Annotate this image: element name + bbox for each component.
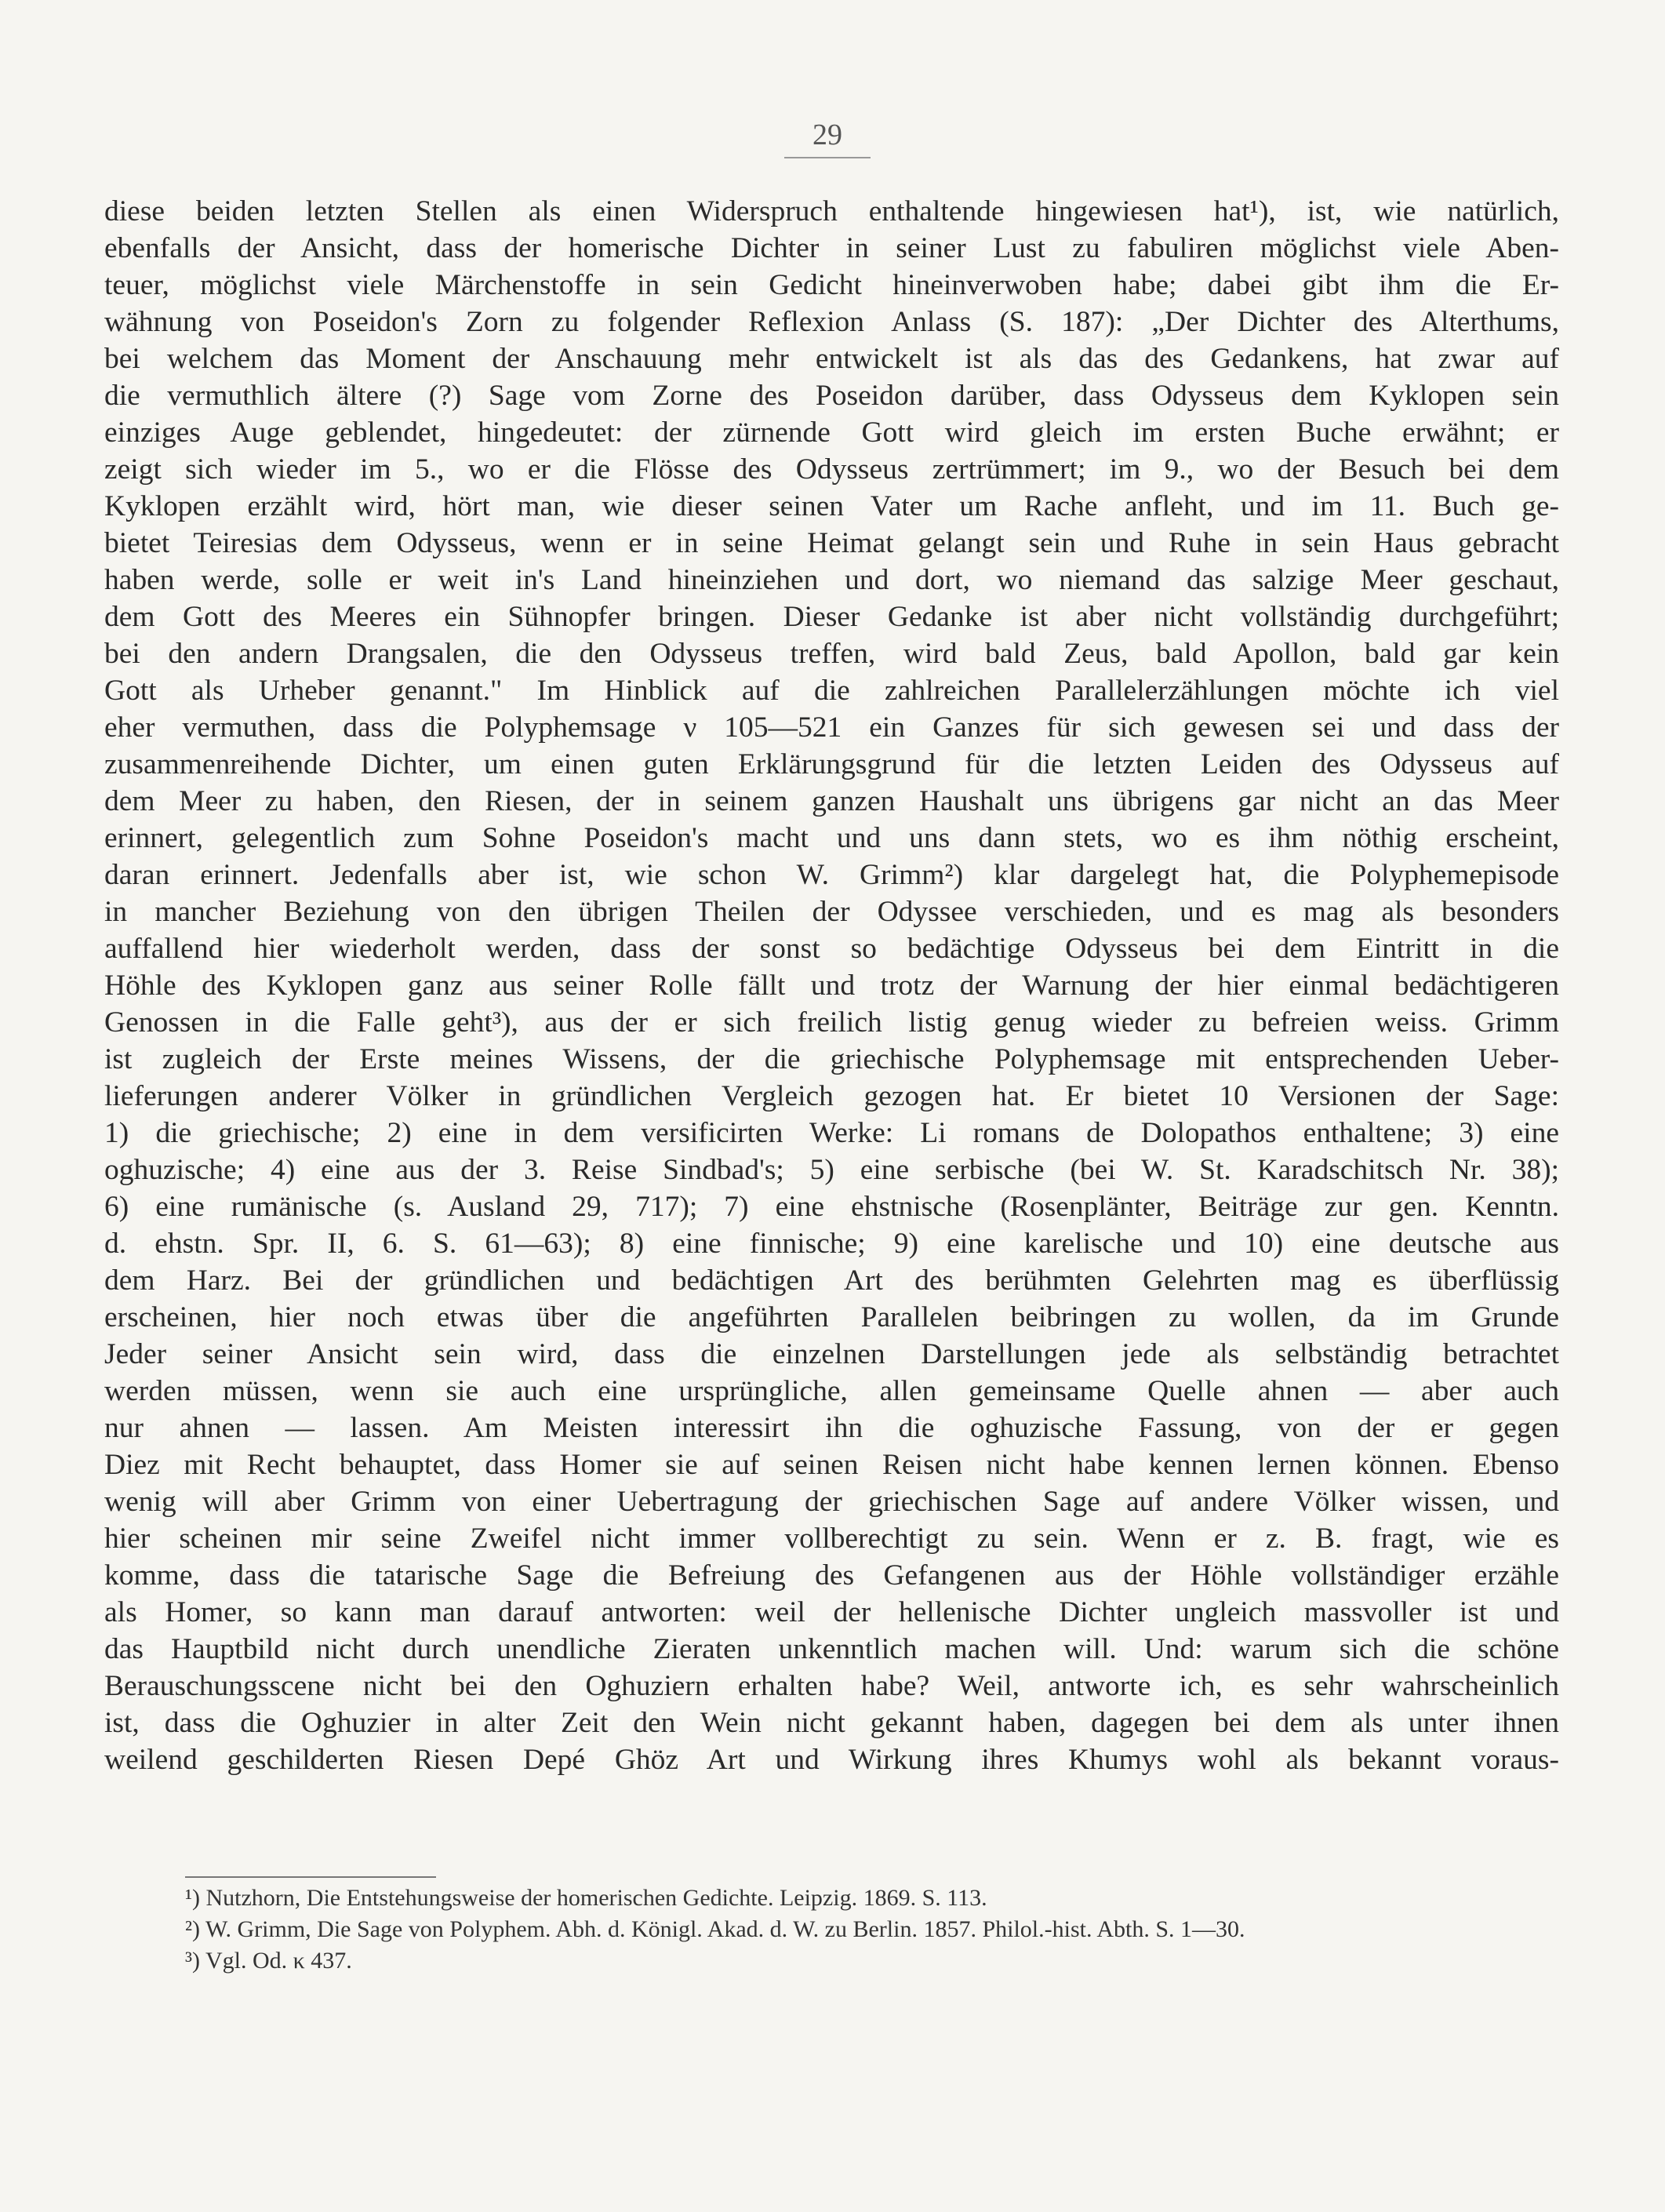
text-line: Gott als Urheber genannt." Im Hinblick auf die zahlreichen Parallelerzählungen möchte ich viel <box>104 675 1559 707</box>
text-line: dem Gott des Meeres ein Sühnopfer bringen. Dieser Gedanke ist aber nicht vollständig durchgeführt; <box>104 601 1559 633</box>
text-line: daran erinnert. Jedenfalls aber ist, wie schon W. Grimm²) klar dargelegt hat, die Polyphemepisode <box>104 859 1559 891</box>
text-line: haben werde, solle er weit in's Land hineinziehen und dort, wo niemand das salzige Meer geschaut, <box>104 564 1559 596</box>
text-line: die vermuthlich ältere (?) Sage vom Zorne des Poseidon darüber, dass Odysseus dem Kyklopen sein <box>104 380 1559 412</box>
text-line: 1) die griechische; 2) eine in dem versificirten Werke: Li romans de Dolopathos enthaltene; 3) eine <box>104 1117 1559 1149</box>
text-line: erscheinen, hier noch etwas über die angeführten Parallelen beibringen zu wollen, da im Grunde <box>104 1301 1559 1333</box>
text-line: ist zugleich der Erste meines Wissens, der die griechische Polyphemsage mit entsprechenden Ueber- <box>104 1043 1559 1075</box>
footnote: ²) W. Grimm, Die Sage von Polyphem. Abh. d. Königl. Akad. d. W. zu Berlin. 1857. Philol.-hist. Abth. S. 1—30. <box>185 1916 1245 1942</box>
text-line: auffallend hier wiederholt werden, dass der sonst so bedächtige Odysseus bei dem Eintritt in die <box>104 933 1559 965</box>
text-line: d. ehstn. Spr. II, 6. S. 61—63); 8) eine finnische; 9) eine karelische und 10) eine deutsche aus <box>104 1228 1559 1260</box>
text-line: oghuzische; 4) eine aus der 3. Reise Sindbad's; 5) eine serbische (bei W. St. Karadschitsch Nr. 38); <box>104 1154 1559 1186</box>
text-line: teuer, möglichst viele Märchenstoffe in sein Gedicht hineinverwoben habe; dabei gibt ihm die Er- <box>104 269 1559 301</box>
text-line: zeigt sich wieder im 5., wo er die Flösse des Odysseus zertrümmert; im 9., wo der Besuch bei dem <box>104 453 1559 486</box>
text-line: das Hauptbild nicht durch unendliche Zieraten unkenntlich machen will. Und: warum sich die schöne <box>104 1633 1559 1665</box>
text-line: lieferungen anderer Völker in gründlichen Vergleich gezogen hat. Er bietet 10 Versionen der Sage: <box>104 1080 1559 1112</box>
text-line: dem Harz. Bei der gründlichen und bedächtigen Art des berühmten Gelehrten mag es überflüssig <box>104 1264 1559 1297</box>
footnote: ¹) Nutzhorn, Die Entstehungsweise der homerischen Gedichte. Leipzig. 1869. S. 113. <box>185 1885 987 1911</box>
text-line: nur ahnen — lassen. Am Meisten interessirt ihn die oghuzische Fassung, von der er gegen <box>104 1412 1559 1444</box>
text-line: komme, dass die tatarische Sage die Befreiung des Gefangenen aus der Höhle vollständiger erzähle <box>104 1559 1559 1592</box>
text-line: Diez mit Recht behauptet, dass Homer sie auf seinen Reisen nicht habe kennen lernen können. Ebenso <box>104 1449 1559 1481</box>
text-line: wenig will aber Grimm von einer Uebertragung der griechischen Sage auf andere Völker wissen, und <box>104 1486 1559 1518</box>
text-line: weilend geschilderten Riesen Depé Ghöz Art und Wirkung ihres Khumys wohl als bekannt voraus- <box>104 1744 1559 1776</box>
footnote-divider <box>185 1876 436 1878</box>
text-line: einziges Auge geblendet, hingedeutet: der zürnende Gott wird gleich im ersten Buche erwähnt; er <box>104 417 1559 449</box>
text-line: ebenfalls der Ansicht, dass der homerische Dichter in seiner Lust zu fabuliren möglichst viele Aben- <box>104 232 1559 264</box>
text-line: Genossen in die Falle geht³), aus der er sich freilich listig genug wieder zu befreien weiss. Grimm <box>104 1006 1559 1039</box>
text-line: Berauschungsscene nicht bei den Oghuziern erhalten habe? Weil, antworte ich, es sehr wahrscheinlich <box>104 1670 1559 1702</box>
text-line: werden müssen, wenn sie auch eine ursprüngliche, allen gemeinsame Quelle ahnen — aber auch <box>104 1375 1559 1407</box>
text-line: hier scheinen mir seine Zweifel nicht immer vollberechtigt zu sein. Wenn er z. B. fragt, wie es <box>104 1523 1559 1555</box>
text-line: bietet Teiresias dem Odysseus, wenn er in seine Heimat gelangt sein und Ruhe in sein Haus gebracht <box>104 527 1559 559</box>
text-line: in mancher Beziehung von den übrigen Theilen der Odyssee verschieden, und es mag als besonders <box>104 896 1559 928</box>
text-line: 6) eine rumänische (s. Ausland 29, 717); 7) eine ehstnische (Rosenplänter, Beiträge zur gen. Kenntn. <box>104 1191 1559 1223</box>
text-line: ist, dass die Oghuzier in alter Zeit den Wein nicht gekannt haben, dagegen bei dem als unter ihnen <box>104 1707 1559 1739</box>
text-line: diese beiden letzten Stellen als einen Widerspruch enthaltende hingewiesen hat¹), ist, wie natürlich, <box>104 195 1559 227</box>
text-line: Höhle des Kyklopen ganz aus seiner Rolle fällt und trotz der Warnung der hier einmal bedächtigeren <box>104 970 1559 1002</box>
text-line: Kyklopen erzählt wird, hört man, wie dieser seinen Vater um Rache anfleht, und im 11. Buch ge- <box>104 490 1559 522</box>
footnotes <box>185 1883 1559 1977</box>
footnote: ³) Vgl. Od. κ 437. <box>185 1948 352 1974</box>
text-line: als Homer, so kann man darauf antworten: weil der hellenische Dichter ungleich massvoller ist und <box>104 1596 1559 1628</box>
body-text <box>104 193 1559 1778</box>
text-line: dem Meer zu haben, den Riesen, der in seinem ganzen Haushalt uns übrigens gar nicht an das Meer <box>104 785 1559 817</box>
text-line: wähnung von Poseidon's Zorn zu folgender Reflexion Anlass (S. 187): „Der Dichter des Alterthums, <box>104 306 1559 338</box>
text-line: zusammenreihende Dichter, um einen guten Erklärungsgrund für die letzten Leiden des Odysseus auf <box>104 748 1559 780</box>
text-line: bei den andern Drangsalen, die den Odysseus treffen, wird bald Zeus, bald Apollon, bald gar kein <box>104 638 1559 670</box>
page-number: 29 <box>784 118 871 158</box>
text-line: eher vermuthen, dass die Polyphemsage ν 105—521 ein Ganzes für sich gewesen sei und dass der <box>104 711 1559 744</box>
text-line: Jeder seiner Ansicht sein wird, dass die einzelnen Darstellungen jede als selbständig betrachtet <box>104 1338 1559 1370</box>
text-line: erinnert, gelegentlich zum Sohne Poseidon's macht und uns dann stets, wo es ihm nöthig erscheint, <box>104 822 1559 854</box>
text-line: bei welchem das Moment der Anschauung mehr entwickelt ist als das des Gedankens, hat zwar auf <box>104 343 1559 375</box>
